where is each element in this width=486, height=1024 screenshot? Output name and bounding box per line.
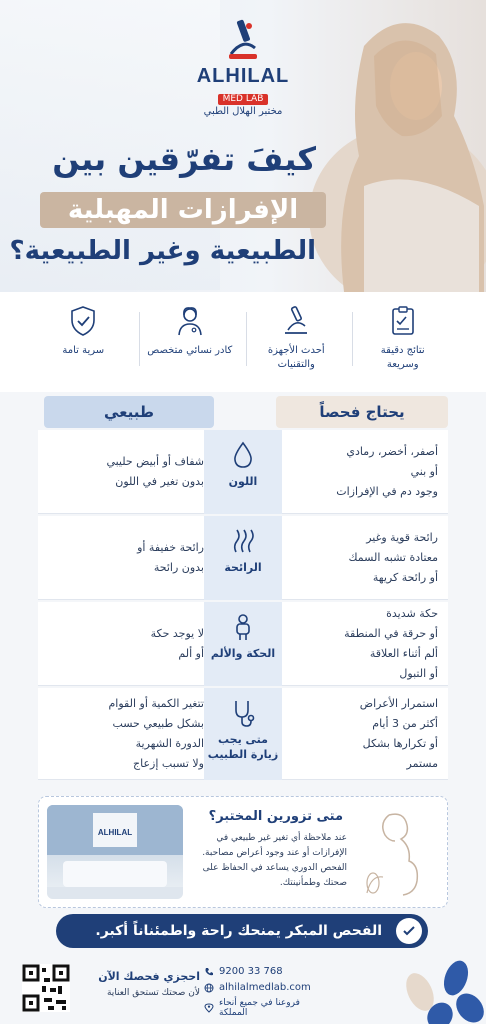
- criterion-label: الحكة والألم: [210, 647, 276, 660]
- website-link[interactable]: alhilalmedlab.com: [219, 982, 311, 993]
- when-to-visit-title: متى تزورين المختبر؟: [208, 809, 343, 824]
- lab-reception-icon: [47, 805, 183, 899]
- criterion-label: متى يجب زيارة الطبيب: [207, 733, 279, 761]
- decorative-leaves-icon: [390, 952, 486, 1024]
- phone-icon: [204, 967, 214, 977]
- check-circle-icon: [396, 918, 422, 944]
- when-to-visit-text: عند ملاحظة أي تغير غير طبيعي في الإفرازات أو عند وجود أعراض مصاحبة. الفحص الدوري يساعد في الحفاظ على صحتك وطمأنينتك.: [202, 833, 347, 888]
- location-pin-icon: [204, 1003, 214, 1013]
- feature-latest-devices: [251, 292, 341, 392]
- criterion-label: اللون: [228, 475, 258, 488]
- feature-label: نتائج دقيقة وسريعة: [380, 345, 425, 370]
- criterion-cell: [204, 430, 282, 514]
- criterion-label: الرائحة: [224, 561, 262, 574]
- phone-line[interactable]: [204, 966, 324, 977]
- hero-title-line2: الإفرازات المهبلية: [67, 195, 299, 225]
- svg-text:ALHILAL: ALHILAL: [97, 828, 133, 837]
- book-now-text: احجزي فحصك الآن: [98, 970, 200, 983]
- qr-code-icon[interactable]: [22, 964, 70, 1012]
- feature-label: كادر نسائي متخصص: [147, 345, 233, 356]
- microscope-icon: [279, 304, 313, 338]
- website-line[interactable]: [204, 982, 324, 993]
- cell-needs-check: أصفر، أخضر، رمادي أو بني وجود دم في الإفرازات: [336, 445, 438, 498]
- branches-text: فروعنا في جميع أنحاء المملكة: [219, 998, 300, 1018]
- cell-normal: شفاف أو أبيض حليبي بدون تغير في اللون: [106, 455, 204, 488]
- phone-number[interactable]: 9200 33 768: [219, 966, 283, 977]
- cell-normal: لا يوجد حكة أو ألم: [150, 627, 204, 660]
- criterion-cell: [204, 688, 282, 780]
- microscope-logo-icon: [223, 18, 263, 62]
- woman-in-hijab-image: [304, 6, 486, 292]
- person-icon: [230, 612, 256, 642]
- female-doctor-icon: [173, 304, 207, 338]
- brand-name: ALHILAL: [196, 65, 290, 87]
- table-row-color: [38, 430, 448, 514]
- banner-text: الفحص المبكر يمنحك راحة واطمئناناً أكبر.: [95, 923, 382, 939]
- drop-icon: [230, 440, 256, 470]
- woman-silhouette-icon: [349, 805, 439, 901]
- cell-needs-check: رائحة قوية وغير معتادة تشبه السمك أو رائحة كريهة: [348, 531, 438, 584]
- brand-subtitle: MED LAB: [218, 94, 269, 105]
- cell-needs-check: حكة شديدة أو حرقة في المنطقة ألم أثناء العلاقة أو التبول: [344, 607, 438, 680]
- cell-needs-check: استمرار الأعراض أكثر من 3 أيام أو تكرارها بشكل مستمر: [359, 697, 438, 770]
- criterion-cell: [204, 602, 282, 686]
- feature-label: سرية تامة: [62, 345, 105, 356]
- branches-line: [204, 998, 324, 1018]
- book-now-subtext: لأن صحتك تستحق العناية: [106, 988, 200, 998]
- hero-title-line2-highlight: [40, 192, 326, 228]
- hero-title-line1: كيفَ تفرّقين بين: [52, 140, 316, 178]
- features-bar: [0, 292, 486, 392]
- feature-female-staff: [145, 292, 235, 392]
- when-to-visit-box: [38, 796, 448, 908]
- feature-accurate-results: [358, 292, 448, 392]
- brand-logo: [188, 18, 298, 119]
- table-row-itch-pain: [38, 602, 448, 686]
- column-header-needs-check: يحتاج فحصاً: [276, 396, 448, 428]
- column-header-normal: طبيعي: [44, 396, 214, 428]
- smell-icon: [230, 526, 256, 556]
- comparison-table: [38, 396, 448, 784]
- shield-check-icon: [66, 304, 100, 338]
- hero-section: [0, 0, 486, 292]
- table-row-smell: [38, 516, 448, 600]
- stethoscope-icon: [230, 698, 256, 728]
- cell-normal: رائحة خفيفة أو بدون رائحة: [137, 541, 204, 574]
- hero-title-line3: الطبيعية وغير الطبيعية؟: [9, 236, 316, 266]
- criterion-cell: [204, 516, 282, 600]
- lab-reception-photo: [47, 805, 183, 899]
- footer: [0, 952, 486, 1024]
- feature-label: أحدث الأجهزة والتقنيات: [267, 345, 325, 370]
- cell-normal: تتغير الكمية أو القوام بشكل طبيعي حسب الدورة الشهرية ولا تسبب إزعاج: [108, 697, 204, 770]
- early-check-banner: [56, 914, 428, 948]
- feature-confidentiality: [38, 292, 128, 392]
- globe-icon: [204, 983, 214, 993]
- checklist-icon: [386, 304, 420, 338]
- brand-arabic-name: مختبر الهلال الطبي: [203, 106, 283, 117]
- table-row-when-to-visit: [38, 688, 448, 780]
